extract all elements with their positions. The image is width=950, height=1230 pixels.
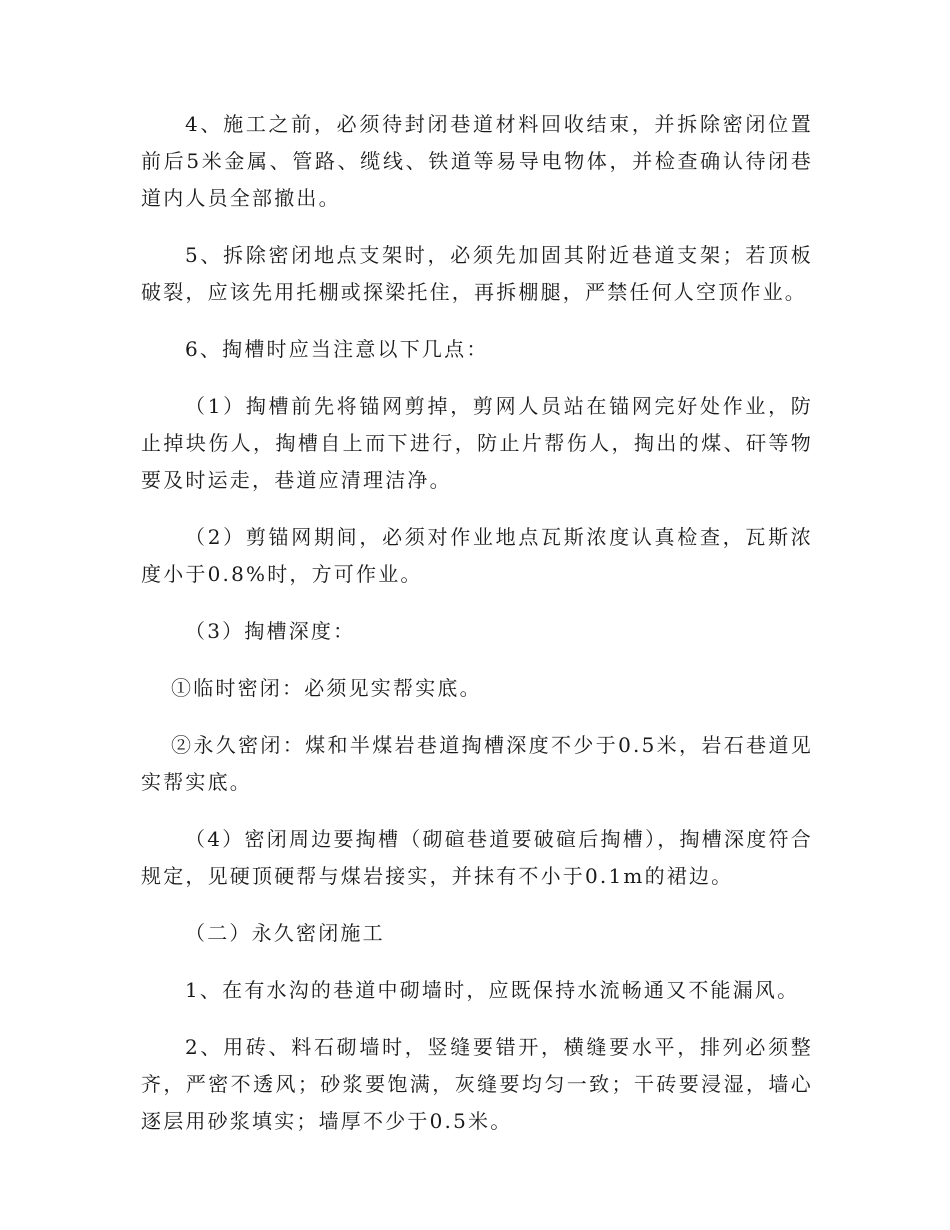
section-heading-permanent-construction: （二）永久密闭施工 bbox=[185, 921, 385, 945]
paragraph-sub-3: （3）掏槽深度： bbox=[185, 619, 356, 643]
paragraph-item-6: 6、掏槽时应当注意以下几点： bbox=[185, 337, 489, 361]
paragraph-item-5: 5、拆除密闭地点支架时，必须先加固其附近巷道支架；若顶板破裂，应该先用托棚或探梁托住，再拆棚腿，严禁任何人空顶作业。 bbox=[141, 243, 813, 304]
document-body bbox=[141, 106, 813, 1160]
paragraph-construction-1: 1、在有水沟的巷道中砌墙时，应既保持水流畅通又不能漏风。 bbox=[185, 978, 800, 1002]
paragraph-sub-1: （1）掏槽前先将锚网剪掉，剪网人员站在锚网完好处作业，防止掉块伤人，掏槽自上而下进行，防止片帮伤人，掏出的煤、矸等物要及时运走，巷道应清理洁净。 bbox=[141, 394, 813, 492]
paragraph-temporary-seal: ①临时密闭：必须见实帮实底。 bbox=[171, 676, 482, 700]
paragraph-permanent-seal: ②永久密闭：煤和半煤岩巷道掏槽深度不少于0.5米，岩石巷道见实帮实底。 bbox=[141, 733, 813, 794]
paragraph-construction-2: 2、用砖、料石砌墙时，竖缝要错开，横缝要水平，排列必须整齐，严密不透风；砂浆要饱满，灰缝要均匀一致；干砖要浸湿，墙心逐层用砂浆填实；墙厚不少于0.5米。 bbox=[141, 1035, 813, 1133]
paragraph-sub-4: （4）密闭周边要掏槽（砌碹巷道要破碹后掏槽），掏槽深度符合规定，见硬顶硬帮与煤岩接实，并抹有不小于0.1m的裙边。 bbox=[141, 827, 813, 888]
paragraph-item-4: 4、施工之前，必须待封闭巷道材料回收结束，并拆除密闭位置前后5米金属、管路、缆线、铁道等易导电物体，并检查确认待闭巷道内人员全部撤出。 bbox=[141, 112, 813, 210]
paragraph-sub-2: （2）剪锚网期间，必须对作业地点瓦斯浓度认真检查，瓦斯浓度小于0.8%时，方可作业。 bbox=[141, 525, 813, 586]
